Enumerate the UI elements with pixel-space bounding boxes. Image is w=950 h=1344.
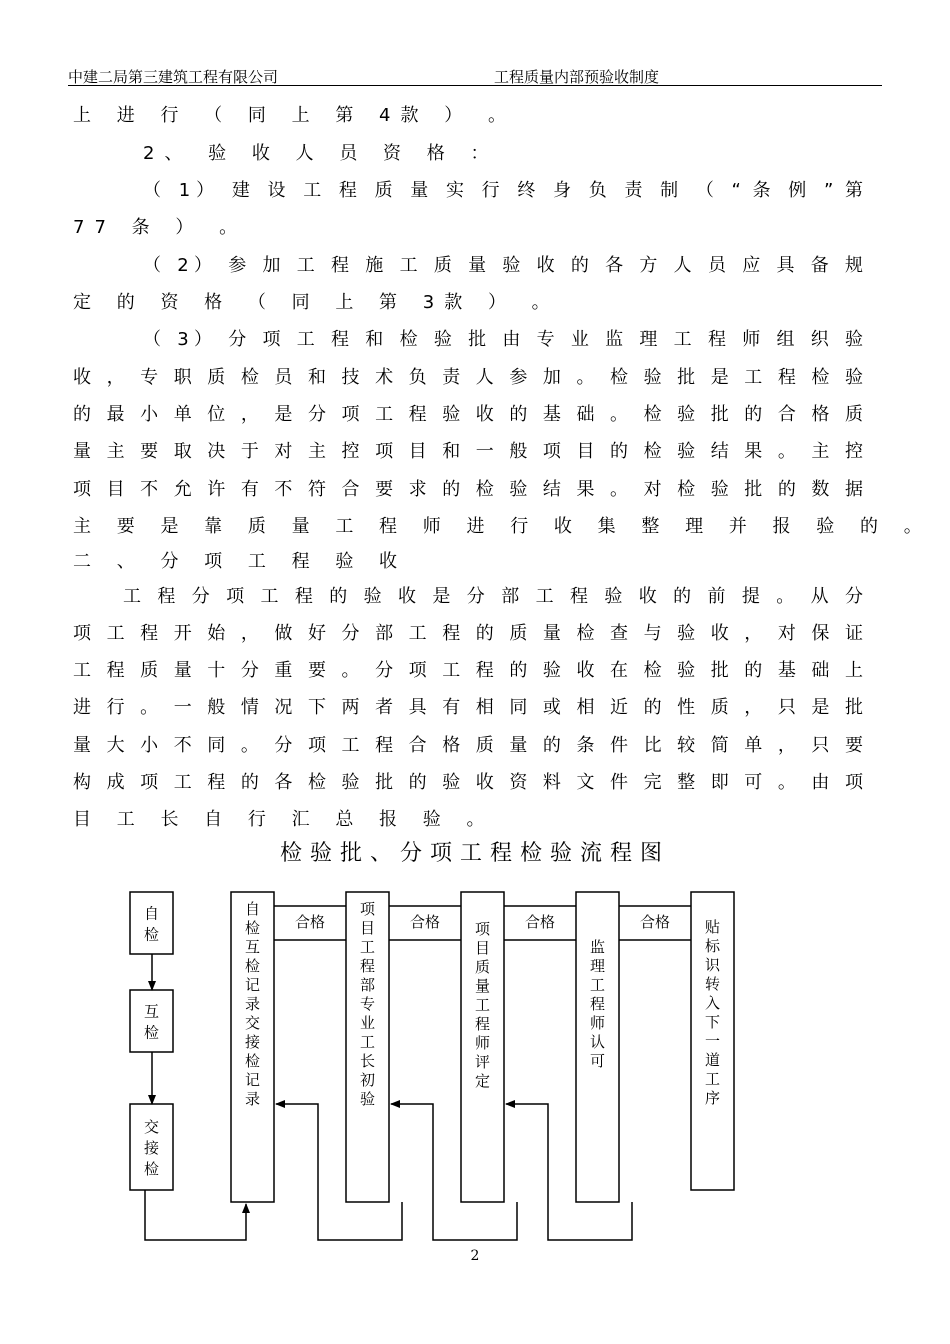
flow-stage-label: 程	[474, 1015, 491, 1033]
flow-pass-label: 合格	[639, 913, 671, 931]
flow-stage-label: 道	[704, 1051, 721, 1069]
text-line: 工 程 质 量 十 分 重 要 。 分 项 工 程 的 验 收 在 检 验 批 的 基 础 上	[73, 660, 863, 681]
flow-step-box	[130, 990, 173, 1052]
text-line: 量 主 要 取 决 于 对 主 控 项 目 和 一 般 项 目 的 检 验 结 果 。 主 控	[73, 441, 863, 462]
text-line: 构 成 项 工 程 的 各 检 验 批 的 验 收 资 料 文 件 完 整 即 可 。 由 项	[73, 772, 863, 793]
flow-stage-label: 记	[244, 1071, 261, 1089]
flow-stage-label: 一	[704, 1032, 721, 1050]
flowchart-title: 检验批、分项工程检验流程图	[279, 841, 670, 866]
flow-stage-label: 转	[704, 975, 721, 993]
flow-pass-label: 合格	[409, 913, 441, 931]
flow-pass-label: 合格	[524, 913, 556, 931]
flow-stage-label: 程	[359, 957, 376, 975]
flow-stage-label: 记	[244, 976, 261, 994]
flow-stage-label: 可	[589, 1052, 606, 1070]
flow-stage-label: 目	[474, 939, 491, 957]
flow-stage-label: 认	[589, 1033, 606, 1051]
flow-stage-label: 录	[244, 1090, 261, 1108]
flow-stage-label: 程	[589, 995, 606, 1013]
text-line: 定 的 资 格 （ 同 上 第 3款 ） 。	[73, 292, 560, 313]
flow-stage-label: 检	[244, 1052, 261, 1070]
flow-stage-label: 师	[474, 1034, 491, 1052]
flow-stage-label: 互	[244, 938, 261, 956]
text-line: （ 1） 建 设 工 程 质 量 实 行 终 身 负 责 制 （ “ 条 例 ” 第	[143, 180, 863, 201]
header-doc-title: 工程质量内部预验收制度	[494, 68, 660, 86]
page-number: 2	[470, 1248, 480, 1264]
flow-step-box	[130, 892, 173, 954]
flow-step-label: 检	[143, 925, 160, 944]
flow-pass-label: 合格	[294, 913, 326, 931]
text-line: 2、 验 收 人 员 资 格 ：	[143, 143, 499, 164]
text-line: 目 工 长 自 行 汇 总 报 验 。	[73, 809, 495, 830]
text-line: 量 大 小 不 同 。 分 项 工 程 合 格 质 量 的 条 件 比 较 简 单 ， 只 要	[73, 735, 863, 756]
flow-stage-label: 目	[359, 919, 376, 937]
flow-stage-label: 业	[359, 1014, 376, 1032]
flow-stage-label: 下	[704, 1013, 721, 1031]
flow-stage-label: 识	[704, 956, 721, 974]
flow-stage-label: 工	[589, 976, 606, 994]
flow-stage-label: 部	[359, 976, 376, 994]
text-line: （ 2） 参 加 工 程 施 工 质 量 验 收 的 各 方 人 员 应 具 备 规	[143, 255, 863, 276]
flow-stage-label: 贴	[704, 918, 721, 936]
flow-stage-label: 师	[589, 1014, 606, 1032]
flow-stage-label: 序	[704, 1089, 721, 1107]
flow-stage-label: 初	[359, 1071, 376, 1089]
flow-stage-label: 检	[244, 919, 261, 937]
section-heading: 二 、 分 项 工 程 验 收	[73, 551, 408, 572]
flow-stage-label: 监	[589, 938, 606, 956]
flow-stage-label: 工	[704, 1070, 721, 1088]
flow-stage-label: 质	[474, 958, 491, 976]
flow-step-label: 交	[143, 1118, 160, 1136]
flow-stage-label: 验	[359, 1090, 376, 1108]
flow-step-label: 互	[143, 1002, 160, 1021]
flow-stage-label: 项	[359, 900, 376, 918]
flow-stage-label: 项	[474, 920, 491, 938]
text-line: 上 进 行 （ 同 上 第 4款 ） 。	[73, 105, 516, 126]
flow-step-label: 自	[143, 904, 160, 923]
flow-stage-label: 定	[474, 1072, 491, 1090]
flow-stage-label: 工	[474, 996, 491, 1014]
flow-stage-label: 专	[359, 995, 376, 1013]
text-line: 工 程 分 项 工 程 的 验 收 是 分 部 工 程 验 收 的 前 提 。 从 分	[123, 586, 863, 607]
header-rule	[68, 85, 882, 86]
flow-stage-label: 录	[244, 995, 261, 1013]
flow-stage-label: 理	[589, 957, 606, 975]
flow-step-label: 检	[143, 1023, 160, 1042]
text-line: 项 工 程 开 始 ， 做 好 分 部 工 程 的 质 量 检 查 与 验 收 ， 对 保 证	[73, 623, 863, 644]
flow-stage-label: 量	[474, 977, 491, 995]
flow-stage-label: 交	[244, 1014, 261, 1032]
flowchart	[0, 870, 950, 1250]
header-company: 中建二局第三建筑工程有限公司	[68, 68, 279, 86]
text-line: 的 最 小 单 位 ， 是 分 项 工 程 验 收 的 基 础 。 检 验 批 的 合 格 质	[73, 404, 863, 425]
text-line: 收 ， 专 职 质 检 员 和 技 术 负 责 人 参 加 。 检 验 批 是 工 程 检 验	[73, 367, 863, 388]
flow-step-label: 检	[143, 1160, 160, 1178]
flow-stage-label: 长	[359, 1052, 376, 1070]
text-line: 项 目 不 允 许 有 不 符 合 要 求 的 检 验 结 果 。 对 检 验 批 的 数 据	[73, 479, 863, 500]
flow-stage-label: 入	[704, 994, 721, 1012]
flow-stage-label: 检	[244, 957, 261, 975]
page-header	[68, 66, 882, 86]
flow-stage-label: 工	[359, 1033, 376, 1051]
flow-stage-label: 工	[359, 938, 376, 956]
flow-stage-label: 接	[244, 1033, 261, 1051]
flow-stage-label: 评	[474, 1053, 491, 1071]
text-line: 77 条 ） 。	[73, 217, 248, 238]
flow-stage-label: 自	[244, 900, 261, 918]
flow-stage-label: 标	[704, 937, 721, 955]
flow-step-label: 接	[143, 1139, 160, 1157]
text-line: 主 要 是 靠 质 量 工 程 师 进 行 收 集 整 理 并 报 验 的 。	[73, 516, 932, 537]
text-line: 进 行 。 一 般 情 况 下 两 者 具 有 相 同 或 相 近 的 性 质 ， 只 是 批	[73, 697, 863, 718]
text-line: （ 3） 分 项 工 程 和 检 验 批 由 专 业 监 理 工 程 师 组 织 验	[143, 329, 863, 350]
